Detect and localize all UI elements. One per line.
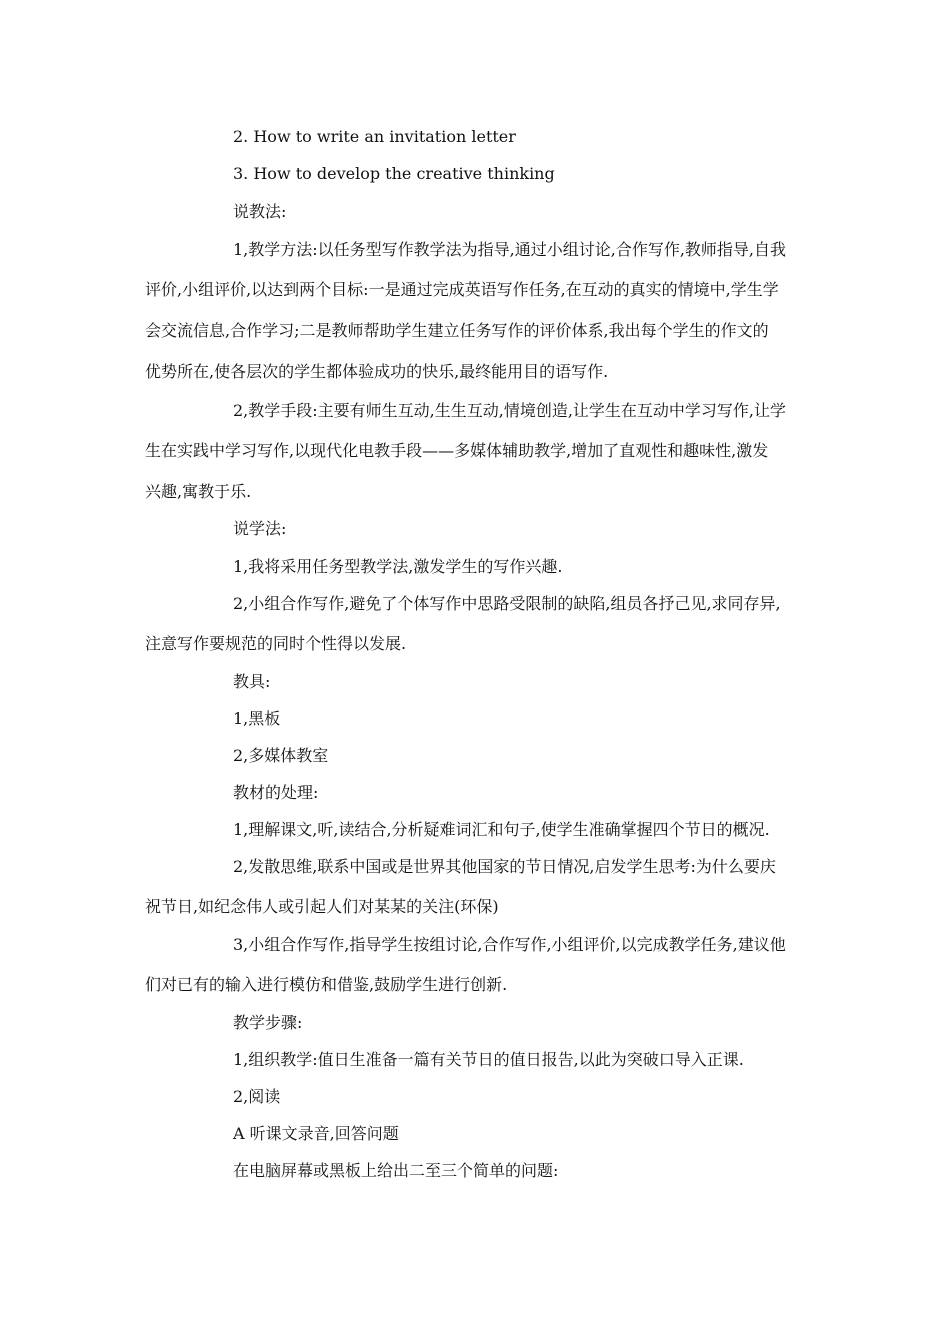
text-line: 2,教学手段:主要有师生互动,生生互动,情境创造,让学生在互动中学习写作,让学 bbox=[233, 401, 787, 420]
text-line: 2,小组合作写作,避免了个体写作中思路受限制的缺陷,组员各抒己见,求同存异, bbox=[233, 594, 781, 613]
list-item: 2,阅读 bbox=[233, 1087, 281, 1106]
text-line: 1,教学方法:以任务型写作教学法为指导,通过小组讨论,合作写作,教师指导,自我 bbox=[233, 240, 787, 259]
text-line: 3,小组合作写作,指导学生按组讨论,合作写作,小组评价,以完成教学任务,建议他 bbox=[233, 935, 786, 954]
text-line: 2,发散思维,联系中国或是世界其他国家的节日情况,启发学生思考:为什么要庆 bbox=[233, 857, 776, 876]
text-line: 评价,小组评价,以达到两个目标:一是通过完成英语写作任务,在互动的真实的情境中,学生学 bbox=[145, 280, 779, 299]
text-line: 兴趣,寓教于乐. bbox=[145, 482, 252, 501]
text-line: 会交流信息,合作学习;二是教师帮助学生建立任务写作的评价体系,我出每个学生的作文的 bbox=[145, 321, 769, 340]
section-heading: 教学步骤: bbox=[233, 1013, 303, 1032]
text-line: 2. How to write an invitation letter bbox=[233, 127, 516, 146]
text-line: 优势所在,使各层次的学生都体验成功的快乐,最终能用目的语写作. bbox=[145, 362, 609, 381]
text-line: 们对已有的输入进行模仿和借鉴,鼓励学生进行创新. bbox=[145, 975, 508, 994]
text-line: 3. How to develop the creative thinking bbox=[233, 164, 555, 183]
text-line: 在电脑屏幕或黑板上给出二至三个简单的问题: bbox=[233, 1161, 559, 1180]
section-heading: 说教法: bbox=[233, 202, 287, 221]
list-item: 2,多媒体教室 bbox=[233, 746, 329, 765]
list-item: 1,黑板 bbox=[233, 709, 281, 728]
text-line: 1,我将采用任务型教学法,激发学生的写作兴趣. bbox=[233, 557, 563, 576]
text-line: 祝节日,如纪念伟人或引起人们对某某的关注(环保) bbox=[145, 897, 499, 916]
text-line: 1,理解课文,听,读结合,分析疑难词汇和句子,使学生准确掌握四个节日的概况. bbox=[233, 820, 770, 839]
section-heading: 教材的处理: bbox=[233, 783, 319, 802]
text-line: 生在实践中学习写作,以现代化电教手段——多媒体辅助教学,增加了直观性和趣味性,激发 bbox=[145, 441, 769, 460]
section-heading: 说学法: bbox=[233, 519, 287, 538]
text-line: 注意写作要规范的同时个性得以发展. bbox=[145, 634, 407, 653]
text-line: 1,组织教学:值日生准备一篇有关节日的值日报告,以此为突破口导入正课. bbox=[233, 1050, 744, 1069]
section-heading: 教具: bbox=[233, 672, 271, 691]
list-item: A 听课文录音,回答问题 bbox=[233, 1124, 399, 1143]
